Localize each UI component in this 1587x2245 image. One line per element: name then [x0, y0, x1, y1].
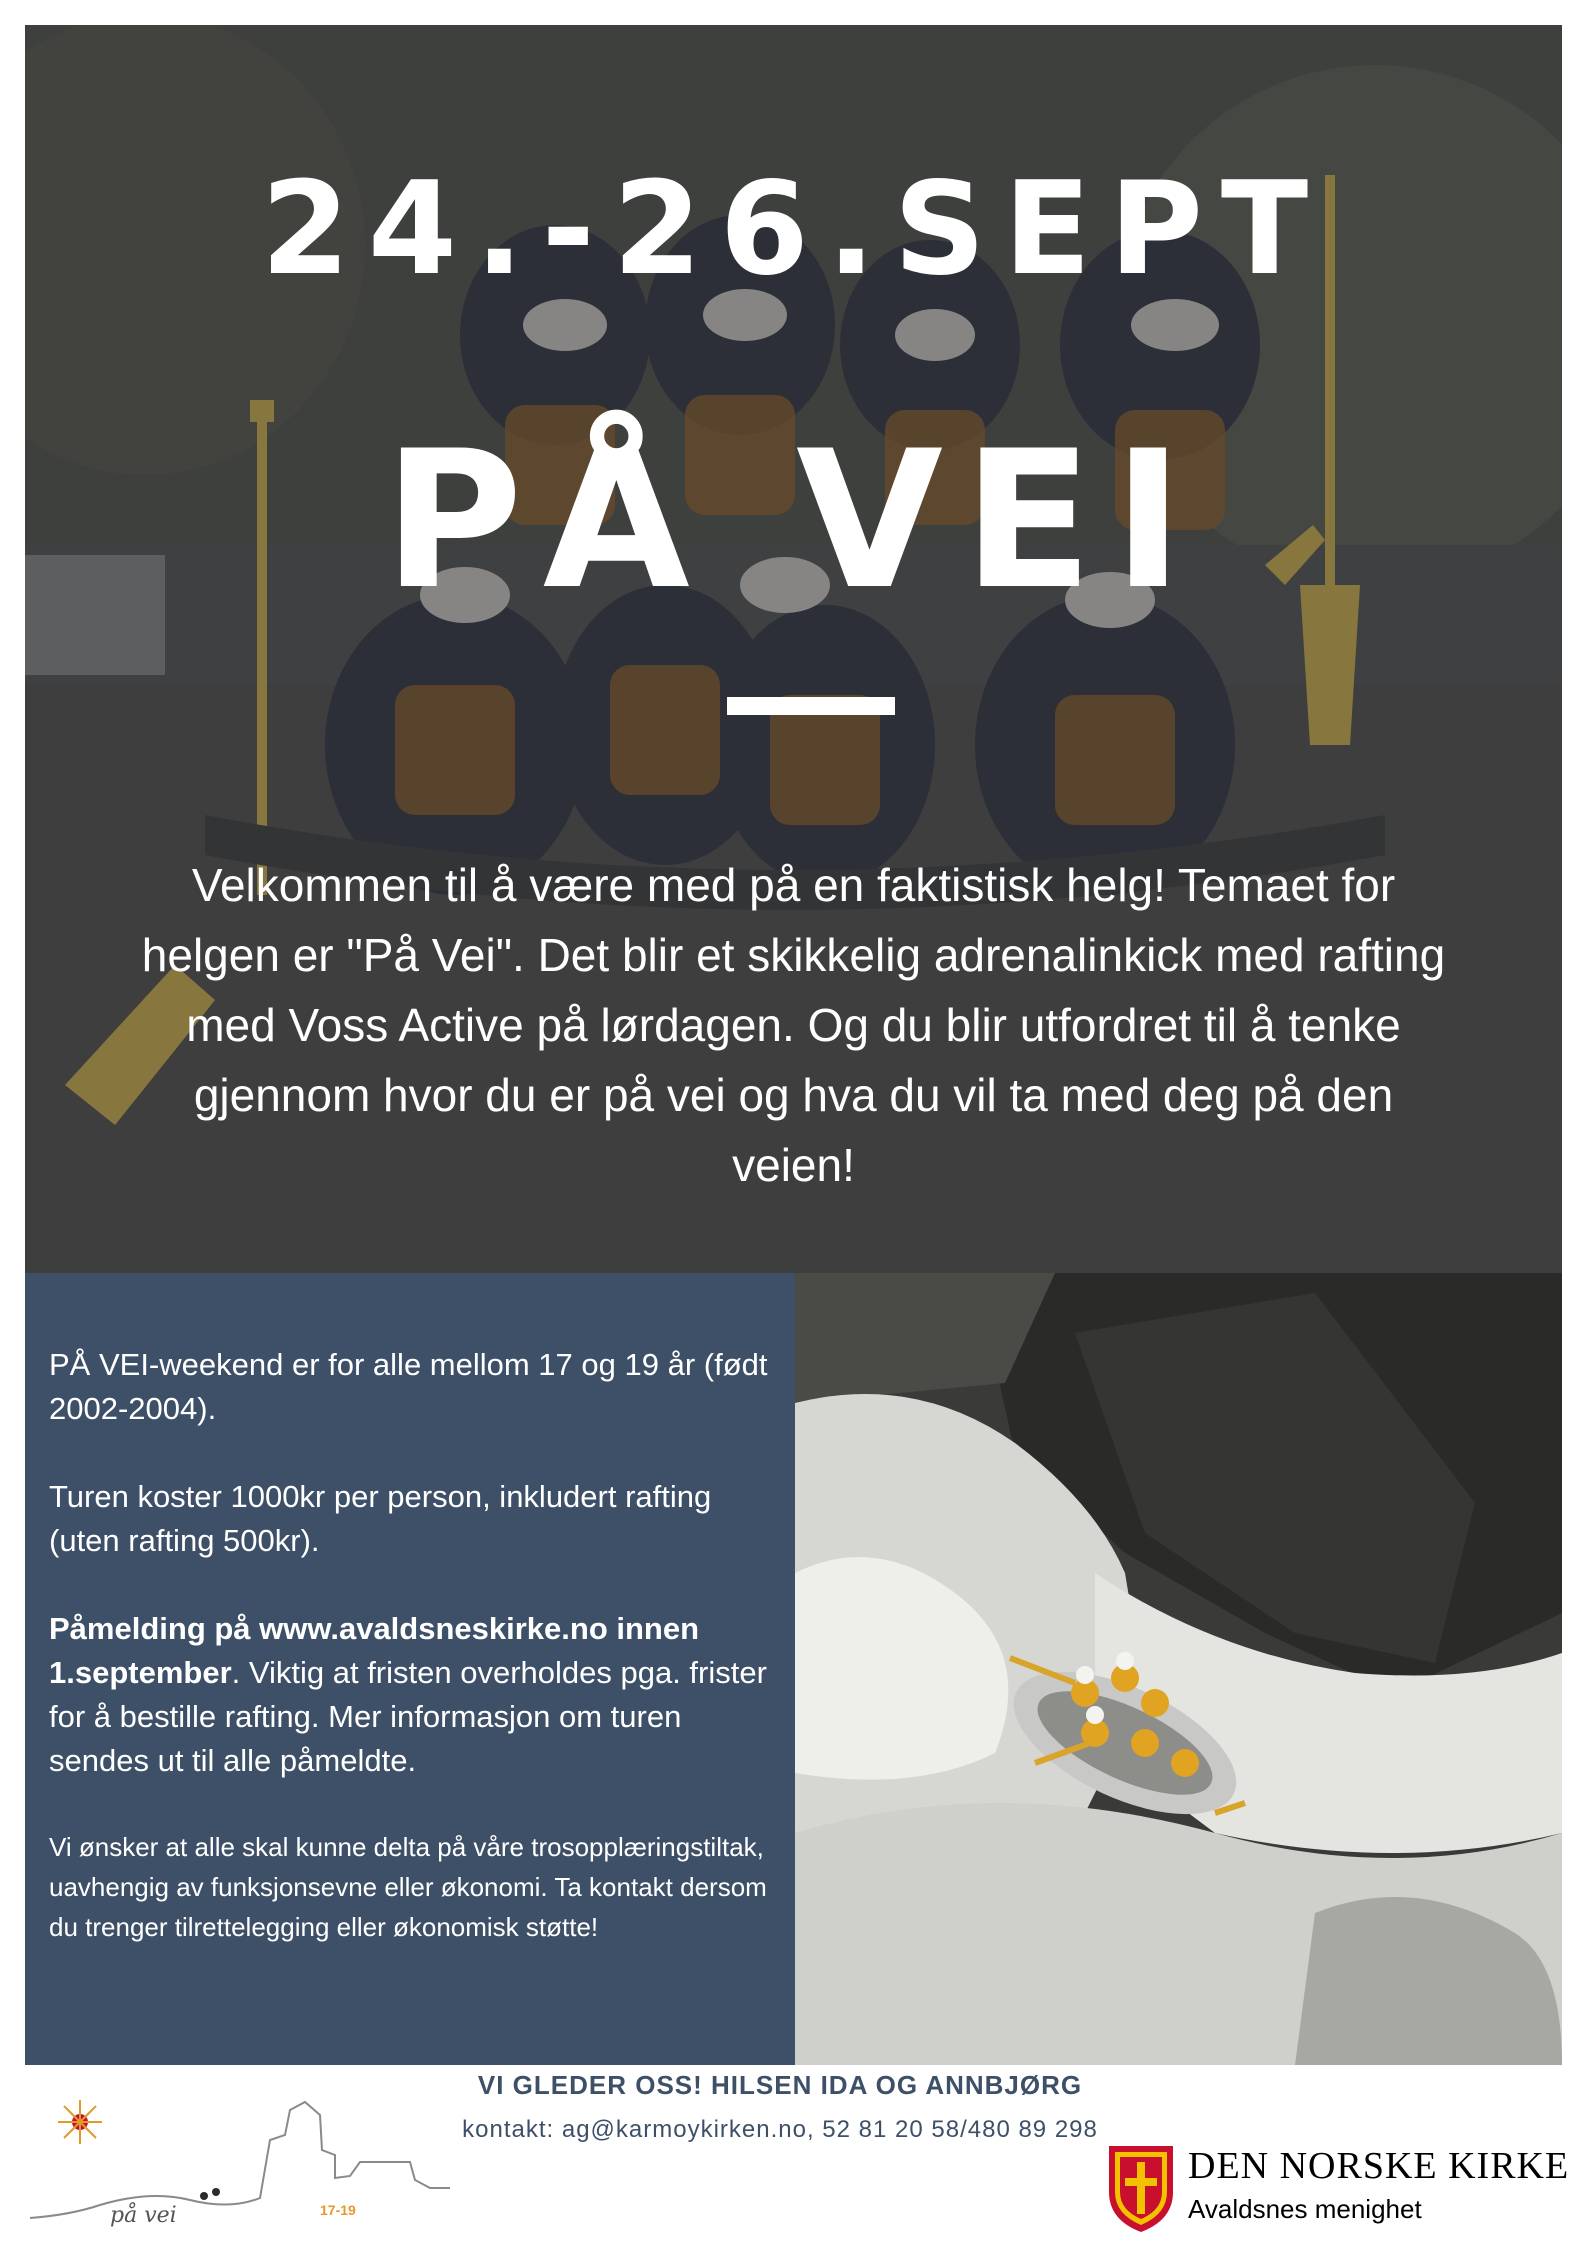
signup-info [49, 1607, 771, 1783]
signup-details: . Viktig at fristen overholdes pga. frister for å bestille rafting. Mer informasjon om turen sendes ut til alle påmeldte. [49, 1655, 767, 1778]
event-date: 24.-26.SEPT [260, 155, 1327, 304]
intro-paragraph: Velkommen til å være med på en faktistisk helg! Temaet for helgen er "På Vei". Det blir et skikkelig adrenalinkick med rafting med Voss Active på lørdagen. Og du blir utfordret til å tenke gjennom hvor du er på vei og hva du vil ta med deg på den veien! [141, 859, 1446, 1191]
inclusion-info: Vi ønsker at alle skal kunne delta på våre trosopplæringstiltak, uavhengig av funksjonsevne eller økonomi. Ta kontakt dersom du trenger tilrettelegging eller økonomisk støtte! [49, 1832, 767, 1942]
footer-contact: kontakt: ag@karmoykirken.no, 52 81 20 58/480 89 298 [462, 2116, 1098, 2143]
hero-banner [25, 25, 1562, 1273]
footer-greeting: VI GLEDER OSS! HILSEN IDA OG ANNBJØRG [477, 2070, 1083, 2100]
whitewater-rafting-photo [795, 1273, 1562, 2065]
title-underline [727, 697, 895, 715]
info-panel [25, 1273, 795, 2065]
star-icon [58, 2100, 102, 2144]
pa-vei-age: 17-19 [320, 2202, 356, 2218]
pa-vei-logo [30, 2080, 450, 2230]
den-norske-kirke-logo [1105, 2142, 1570, 2237]
church-parish: Avaldsnes menighet [1188, 2194, 1422, 2224]
rafting-illustration [795, 1273, 1562, 2065]
pa-vei-script: på vei [110, 2203, 177, 2228]
price-info: Turen koster 1000kr per person, inkludert rafting (uten rafting 500kr). [49, 1479, 712, 1558]
info-text [49, 1343, 771, 1991]
cross-shield-icon [1105, 2142, 1177, 2234]
event-title: PÅ VEI [383, 410, 1204, 631]
signup-link-text[interactable]: Påmelding på www.avaldsneskirke.no innen 1.september [49, 1611, 700, 1690]
church-name: DEN NORSKE KIRKE [1188, 2145, 1570, 2187]
age-info: PÅ VEI-weekend er for alle mellom 17 og 19 år (født 2002-2004). [49, 1347, 768, 1426]
